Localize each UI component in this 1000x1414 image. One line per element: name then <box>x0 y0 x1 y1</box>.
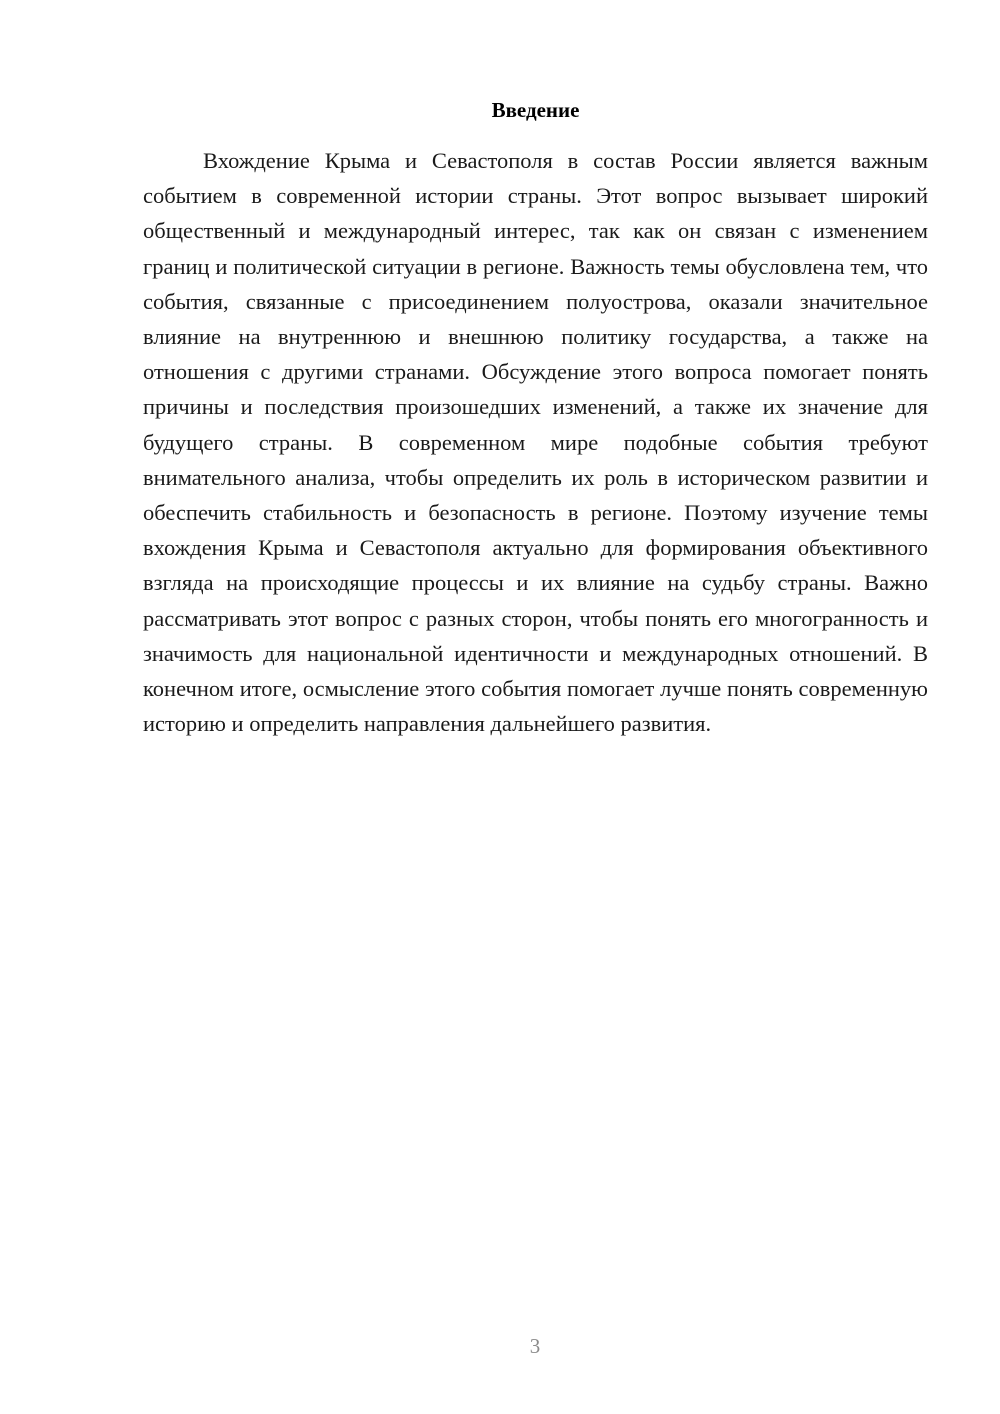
page-number: 3 <box>529 1334 541 1358</box>
section-heading: Введение <box>491 98 580 122</box>
body-paragraph: Вхождение Крыма и Севастополя в состав России является важным событием в современной истории страны. Этот вопрос вызывает широкий общественный и международный интерес, так как он связан с изменением границ и политической ситуации в регионе. Важность темы обусловлена тем, что события, связанные с присоединением полуострова, оказали значительное влияние на внутреннюю и внешнюю политику государства, а также на отношения с другими странами. Обсуждение этого вопроса помогает понять причины и последствия произошедших изменений, а также их значение для будущего страны. В современном мире подобные события требуют внимательного анализа, чтобы определить их роль в историческом развитии и обеспечить стабильность и безопасность в регионе. Поэтому изучение темы вхождения Крыма и Севастополя актуально для формирования объективного взгляда на происходящие процессы и их влияние на судьбу страны. Важно рассматривать этот вопрос с разных сторон, чтобы понять его многогранность и значимость для национальной идентичности и международных отношений. В конечном итоге, осмысление этого события помогает лучше понять современную историю и определить направления дальнейшего развития. <box>143 148 928 737</box>
